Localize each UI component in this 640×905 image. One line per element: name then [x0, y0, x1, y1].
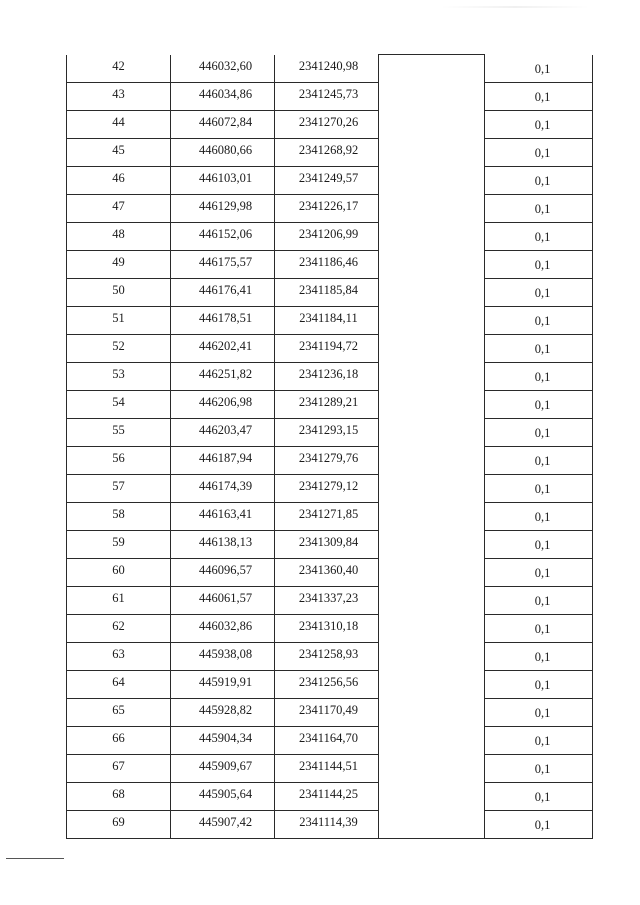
- point-number-cell: [67, 726, 171, 754]
- y-coordinate-cell-value: 2341170,49: [299, 702, 358, 717]
- point-number-cell: [67, 278, 171, 306]
- point-number-cell: [67, 670, 171, 698]
- point-number-cell-value: 63: [112, 646, 125, 661]
- accuracy-cell: [485, 250, 593, 278]
- y-coordinate-cell: [275, 110, 379, 138]
- scan-artifact: [440, 6, 590, 8]
- accuracy-cell: [485, 55, 593, 83]
- accuracy-cell-value: 0,1: [534, 621, 551, 636]
- accuracy-cell: [485, 362, 593, 390]
- point-number-cell: [67, 754, 171, 782]
- x-coordinate-cell-value: 446061,57: [198, 590, 253, 605]
- x-coordinate-cell: [171, 782, 275, 810]
- table-row: [67, 782, 593, 810]
- y-coordinate-cell-value: 2341337,23: [298, 590, 359, 605]
- accuracy-cell: [485, 558, 593, 586]
- table-row: [67, 82, 593, 110]
- point-number-cell-value: 50: [112, 282, 125, 297]
- x-coordinate-cell: [171, 502, 275, 530]
- point-number-cell-value: 69: [112, 814, 125, 829]
- x-coordinate-cell: [171, 222, 275, 250]
- x-coordinate-cell: [171, 726, 275, 754]
- y-coordinate-cell: [275, 138, 379, 166]
- accuracy-cell: [485, 194, 593, 222]
- point-number-cell: [67, 642, 171, 670]
- y-coordinate-cell-value: 2341164,70: [299, 730, 358, 745]
- point-number-cell: [67, 558, 171, 586]
- y-coordinate-cell: [275, 754, 379, 782]
- x-coordinate-cell-value: 446034,86: [198, 86, 253, 101]
- accuracy-cell: [485, 530, 593, 558]
- point-number-cell-value: 58: [112, 506, 125, 521]
- y-coordinate-cell-value: 2341271,85: [298, 506, 359, 521]
- accuracy-cell: [485, 418, 593, 446]
- point-number-cell-value: 47: [112, 198, 125, 213]
- table-row: [67, 810, 593, 838]
- point-number-cell: [67, 306, 171, 334]
- y-coordinate-cell-value: 2341114,39: [299, 814, 358, 829]
- point-number-cell: [67, 810, 171, 838]
- accuracy-cell-value: 0,1: [534, 537, 551, 552]
- point-number-cell-value: 43: [112, 86, 125, 101]
- x-coordinate-cell: [171, 642, 275, 670]
- y-coordinate-cell: [275, 726, 379, 754]
- table-row: [67, 530, 593, 558]
- accuracy-cell: [485, 614, 593, 642]
- x-coordinate-cell: [171, 418, 275, 446]
- accuracy-cell-value: 0,1: [534, 369, 551, 384]
- y-coordinate-cell: [275, 334, 379, 362]
- y-coordinate-cell: [275, 586, 379, 614]
- y-coordinate-cell: [275, 250, 379, 278]
- x-coordinate-cell: [171, 558, 275, 586]
- x-coordinate-cell-value: 446206,98: [198, 394, 253, 409]
- x-coordinate-cell-value: 446178,51: [198, 310, 253, 325]
- y-coordinate-cell-value: 2341236,18: [298, 366, 359, 381]
- point-number-cell: [67, 698, 171, 726]
- y-coordinate-cell: [275, 82, 379, 110]
- x-coordinate-cell: [171, 530, 275, 558]
- y-coordinate-cell: [275, 278, 379, 306]
- x-coordinate-cell: [171, 362, 275, 390]
- y-coordinate-cell-value: 2341184,11: [299, 310, 358, 325]
- table-row: [67, 586, 593, 614]
- y-coordinate-cell-value: 2341144,25: [299, 786, 358, 801]
- y-coordinate-cell-value: 2341258,93: [298, 646, 359, 661]
- x-coordinate-cell-value: 446176,41: [198, 282, 253, 297]
- x-coordinate-cell-value: 445928,82: [198, 702, 253, 717]
- accuracy-cell-value: 0,1: [534, 173, 551, 188]
- y-coordinate-cell-value: 2341279,76: [298, 450, 359, 465]
- table-row: [67, 474, 593, 502]
- table-row: [67, 698, 593, 726]
- accuracy-cell: [485, 698, 593, 726]
- point-number-cell: [67, 82, 171, 110]
- accuracy-cell-value: 0,1: [534, 761, 551, 776]
- point-number-cell: [67, 782, 171, 810]
- y-coordinate-cell: [275, 558, 379, 586]
- point-number-cell-value: 53: [112, 366, 125, 381]
- y-coordinate-cell: [275, 306, 379, 334]
- y-coordinate-cell-value: 2341186,46: [299, 254, 358, 269]
- x-coordinate-cell: [171, 166, 275, 194]
- y-coordinate-cell-value: 2341310,18: [298, 618, 359, 633]
- y-coordinate-cell: [275, 642, 379, 670]
- margin-line: [6, 858, 64, 859]
- coordinates-table: [66, 54, 593, 839]
- accuracy-cell: [485, 754, 593, 782]
- x-coordinate-cell-value: 446202,41: [198, 338, 253, 353]
- table-row: [67, 390, 593, 418]
- point-number-cell: [67, 530, 171, 558]
- table-row: [67, 194, 593, 222]
- point-number-cell-value: 59: [112, 534, 125, 549]
- point-number-cell: [67, 390, 171, 418]
- table-row: [67, 278, 593, 306]
- y-coordinate-cell: [275, 390, 379, 418]
- accuracy-cell: [485, 138, 593, 166]
- accuracy-cell: [485, 306, 593, 334]
- point-number-cell-value: 64: [112, 674, 125, 689]
- point-number-cell: [67, 418, 171, 446]
- point-number-cell-value: 46: [112, 170, 125, 185]
- accuracy-cell-value: 0,1: [534, 229, 551, 244]
- accuracy-cell-value: 0,1: [534, 817, 551, 832]
- y-coordinate-cell: [275, 55, 379, 83]
- coordinates-table-body: [67, 55, 593, 839]
- accuracy-cell: [485, 82, 593, 110]
- y-coordinate-cell: [275, 698, 379, 726]
- accuracy-cell-value: 0,1: [534, 705, 551, 720]
- y-coordinate-cell-value: 2341360,40: [298, 562, 359, 577]
- y-coordinate-cell-value: 2341293,15: [298, 422, 359, 437]
- accuracy-cell-value: 0,1: [534, 677, 551, 692]
- accuracy-cell: [485, 726, 593, 754]
- accuracy-cell: [485, 642, 593, 670]
- accuracy-cell-value: 0,1: [534, 89, 551, 104]
- accuracy-cell: [485, 110, 593, 138]
- x-coordinate-cell: [171, 390, 275, 418]
- accuracy-cell-value: 0,1: [534, 425, 551, 440]
- y-coordinate-cell-value: 2341309,84: [298, 534, 359, 549]
- y-coordinate-cell-value: 2341144,51: [299, 758, 358, 773]
- y-coordinate-cell: [275, 418, 379, 446]
- accuracy-cell-value: 0,1: [534, 145, 551, 160]
- x-coordinate-cell-value: 446032,86: [198, 618, 253, 633]
- x-coordinate-cell-value: 446032,60: [198, 58, 253, 73]
- accuracy-cell-value: 0,1: [534, 733, 551, 748]
- empty-merged-cell: [379, 55, 485, 839]
- point-number-cell-value: 60: [112, 562, 125, 577]
- y-coordinate-cell: [275, 474, 379, 502]
- x-coordinate-cell: [171, 810, 275, 838]
- point-number-cell-value: 67: [112, 758, 125, 773]
- point-number-cell-value: 51: [112, 310, 125, 325]
- accuracy-cell-value: 0,1: [534, 481, 551, 496]
- accuracy-cell-value: 0,1: [534, 117, 551, 132]
- point-number-cell: [67, 55, 171, 83]
- x-coordinate-cell-value: 445919,91: [198, 674, 253, 689]
- x-coordinate-cell: [171, 586, 275, 614]
- accuracy-cell-value: 0,1: [534, 565, 551, 580]
- y-coordinate-cell-value: 2341245,73: [298, 86, 359, 101]
- accuracy-cell: [485, 810, 593, 838]
- table-row: [67, 362, 593, 390]
- point-number-cell: [67, 586, 171, 614]
- x-coordinate-cell-value: 446174,39: [198, 478, 253, 493]
- point-number-cell: [67, 502, 171, 530]
- point-number-cell: [67, 474, 171, 502]
- y-coordinate-cell: [275, 166, 379, 194]
- accuracy-cell: [485, 278, 593, 306]
- x-coordinate-cell-value: 446129,98: [198, 198, 253, 213]
- x-coordinate-cell-value: 446138,13: [198, 534, 253, 549]
- y-coordinate-cell-value: 2341268,92: [298, 142, 359, 157]
- x-coordinate-cell-value: 446072,84: [198, 114, 253, 129]
- point-number-cell-value: 65: [112, 702, 125, 717]
- accuracy-cell: [485, 166, 593, 194]
- x-coordinate-cell: [171, 194, 275, 222]
- point-number-cell-value: 45: [112, 142, 125, 157]
- accuracy-cell-value: 0,1: [534, 509, 551, 524]
- accuracy-cell: [485, 390, 593, 418]
- x-coordinate-cell-value: 445905,64: [198, 786, 253, 801]
- x-coordinate-cell: [171, 250, 275, 278]
- point-number-cell-value: 68: [112, 786, 125, 801]
- table-row: [67, 446, 593, 474]
- y-coordinate-cell-value: 2341206,99: [298, 226, 359, 241]
- y-coordinate-cell-value: 2341240,98: [298, 58, 359, 73]
- x-coordinate-cell-value: 446203,47: [198, 422, 253, 437]
- point-number-cell: [67, 194, 171, 222]
- y-coordinate-cell: [275, 782, 379, 810]
- table-row: [67, 166, 593, 194]
- x-coordinate-cell-value: 445909,67: [198, 758, 253, 773]
- y-coordinate-cell: [275, 810, 379, 838]
- point-number-cell: [67, 166, 171, 194]
- point-number-cell-value: 49: [112, 254, 125, 269]
- table-row: [67, 306, 593, 334]
- table-row: [67, 138, 593, 166]
- x-coordinate-cell-value: 446175,57: [198, 254, 253, 269]
- y-coordinate-cell: [275, 446, 379, 474]
- table-row: [67, 642, 593, 670]
- accuracy-cell: [485, 474, 593, 502]
- point-number-cell-value: 48: [112, 226, 125, 241]
- accuracy-cell-value: 0,1: [534, 285, 551, 300]
- y-coordinate-cell: [275, 614, 379, 642]
- table-row: [67, 726, 593, 754]
- x-coordinate-cell: [171, 614, 275, 642]
- x-coordinate-cell: [171, 82, 275, 110]
- y-coordinate-cell: [275, 670, 379, 698]
- x-coordinate-cell: [171, 334, 275, 362]
- accuracy-cell-value: 0,1: [534, 201, 551, 216]
- x-coordinate-cell-value: 446103,01: [198, 170, 253, 185]
- x-coordinate-cell-value: 445907,42: [198, 814, 253, 829]
- table-row: [67, 558, 593, 586]
- y-coordinate-cell-value: 2341279,12: [298, 478, 359, 493]
- accuracy-cell-value: 0,1: [534, 789, 551, 804]
- x-coordinate-cell-value: 446096,57: [198, 562, 253, 577]
- point-number-cell: [67, 138, 171, 166]
- table-row: [67, 754, 593, 782]
- y-coordinate-cell: [275, 502, 379, 530]
- y-coordinate-cell: [275, 222, 379, 250]
- accuracy-cell: [485, 334, 593, 362]
- point-number-cell: [67, 250, 171, 278]
- point-number-cell: [67, 334, 171, 362]
- point-number-cell-value: 56: [112, 450, 125, 465]
- table-row: [67, 55, 593, 83]
- x-coordinate-cell: [171, 278, 275, 306]
- x-coordinate-cell-value: 446163,41: [198, 506, 253, 521]
- accuracy-cell: [485, 446, 593, 474]
- accuracy-cell-value: 0,1: [534, 257, 551, 272]
- accuracy-cell-value: 0,1: [534, 341, 551, 356]
- x-coordinate-cell-value: 445938,08: [198, 646, 253, 661]
- accuracy-cell: [485, 586, 593, 614]
- point-number-cell: [67, 110, 171, 138]
- accuracy-cell: [485, 782, 593, 810]
- table-row: [67, 110, 593, 138]
- x-coordinate-cell-value: 446251,82: [198, 366, 253, 381]
- x-coordinate-cell: [171, 754, 275, 782]
- y-coordinate-cell: [275, 530, 379, 558]
- table-row: [67, 502, 593, 530]
- y-coordinate-cell-value: 2341256,56: [298, 674, 359, 689]
- y-coordinate-cell-value: 2341194,72: [299, 338, 358, 353]
- accuracy-cell-value: 0,1: [534, 397, 551, 412]
- x-coordinate-cell: [171, 474, 275, 502]
- accuracy-cell: [485, 502, 593, 530]
- point-number-cell-value: 61: [112, 590, 125, 605]
- accuracy-cell-value: 0,1: [534, 61, 551, 76]
- y-coordinate-cell-value: 2341185,84: [299, 282, 358, 297]
- point-number-cell-value: 54: [112, 394, 125, 409]
- y-coordinate-cell-value: 2341226,17: [298, 198, 359, 213]
- accuracy-cell: [485, 222, 593, 250]
- x-coordinate-cell: [171, 446, 275, 474]
- y-coordinate-cell-value: 2341270,26: [298, 114, 359, 129]
- x-coordinate-cell: [171, 670, 275, 698]
- point-number-cell: [67, 362, 171, 390]
- x-coordinate-cell-value: 446080,66: [198, 142, 253, 157]
- point-number-cell-value: 44: [112, 114, 125, 129]
- point-number-cell-value: 42: [112, 58, 125, 73]
- point-number-cell-value: 66: [112, 730, 125, 745]
- table-row: [67, 222, 593, 250]
- x-coordinate-cell-value: 446187,94: [198, 450, 253, 465]
- point-number-cell-value: 55: [112, 422, 125, 437]
- x-coordinate-cell: [171, 138, 275, 166]
- table-row: [67, 418, 593, 446]
- accuracy-cell-value: 0,1: [534, 593, 551, 608]
- accuracy-cell-value: 0,1: [534, 453, 551, 468]
- point-number-cell-value: 62: [112, 618, 125, 633]
- table-row: [67, 670, 593, 698]
- point-number-cell-value: 57: [112, 478, 125, 493]
- accuracy-cell: [485, 670, 593, 698]
- point-number-cell-value: 52: [112, 338, 125, 353]
- point-number-cell: [67, 222, 171, 250]
- x-coordinate-cell-value: 446152,06: [198, 226, 253, 241]
- x-coordinate-cell: [171, 110, 275, 138]
- table-row: [67, 334, 593, 362]
- point-number-cell: [67, 614, 171, 642]
- y-coordinate-cell-value: 2341249,57: [298, 170, 359, 185]
- x-coordinate-cell: [171, 698, 275, 726]
- x-coordinate-cell: [171, 55, 275, 83]
- y-coordinate-cell: [275, 194, 379, 222]
- y-coordinate-cell: [275, 362, 379, 390]
- accuracy-cell-value: 0,1: [534, 649, 551, 664]
- table-row: [67, 250, 593, 278]
- x-coordinate-cell: [171, 306, 275, 334]
- y-coordinate-cell-value: 2341289,21: [298, 394, 359, 409]
- point-number-cell: [67, 446, 171, 474]
- accuracy-cell-value: 0,1: [534, 313, 551, 328]
- table-row: [67, 614, 593, 642]
- x-coordinate-cell-value: 445904,34: [198, 730, 253, 745]
